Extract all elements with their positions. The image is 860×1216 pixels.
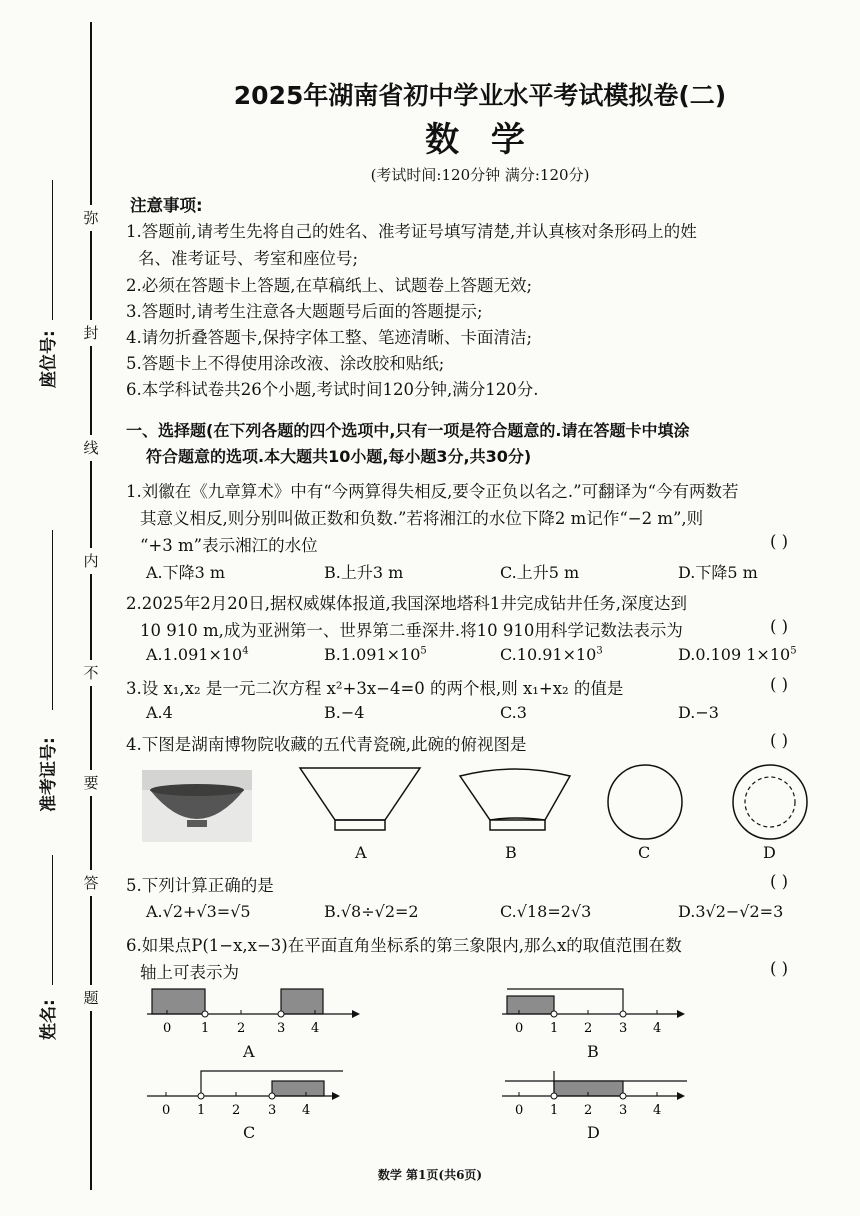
option [500,645,603,664]
name-fill-line [52,855,53,985]
tick-label: 0 [515,1103,524,1118]
tick-label: 4 [653,1021,662,1036]
question-prefix: 3.设 [126,679,164,698]
tick-label: 1 [550,1103,559,1118]
question-text: 10 910 m,成为亚洲第一、世界第二垂深井.将10 910用科学记数法表示为 [140,621,683,640]
option [324,645,427,664]
exponent: 3 [596,645,603,657]
question-body: x₁,x₂ 是一元二次方程 x²+3x−4=0 的两个根,则 x₁+x₂ 的值是 [163,679,624,698]
section-heading: 符合题意的选项.本大题共10小题,每小题3分,共30分) [146,447,532,466]
tick-label: 0 [163,1021,172,1036]
tick-label: 3 [268,1103,277,1118]
numberline-label: C [243,1123,256,1142]
option: A.4 [146,703,173,722]
option-text: B.1.091×10 [324,645,421,664]
seal-char: 答 [82,870,100,896]
note-item: 2.必须在答题卡上答题,在草稿纸上、试题卷上答题无效; [126,276,533,295]
option: C.√18=2√3 [500,902,592,921]
numberline-label: D [587,1123,600,1142]
option: B.上升3 m [324,563,404,582]
answer-paren: ( ) [770,532,789,551]
note-item: 3.答题时,请考生注意各大题题号后面的答题提示; [126,302,483,321]
option: C.3 [500,703,527,722]
tick-label: 0 [162,1103,171,1118]
seal-char: 不 [82,660,100,686]
tick-label: 3 [277,1021,286,1036]
number-line-a [142,984,362,1036]
tick-label: 1 [550,1021,559,1036]
subject-title: 数 学 [425,120,535,160]
number-line-c [142,1066,352,1118]
option: D.3√2−√2=3 [678,902,784,921]
question-text: “+3 m”表示湘江的水位 [140,536,318,555]
exam-title: 2025年湖南省初中学业水平考试模拟卷(二) [233,81,727,110]
note-item: 5.答题卡上不得使用涂改液、涂改胶和贴纸; [126,354,445,373]
question-text: 轴上可表示为 [140,963,239,982]
tick-label: 0 [515,1021,524,1036]
exam-info: (考试时间:120分钟 满分:120分) [370,166,590,184]
note-item: 6.本学科试卷共26个小题,考试时间120分钟,满分120分. [126,380,539,399]
view-option-b [455,766,575,836]
question-text: 4.下图是湖南博物院收藏的五代青瓷碗,此碗的俯视图是 [126,735,527,754]
question-text: 6.如果点P(1−x,x−3)在平面直角坐标系的第三象限内,那么x的取值范围在数 [126,936,682,955]
answer-paren: ( ) [770,675,789,694]
view-option-a [295,766,425,836]
notes-heading: 注意事项: [130,196,203,215]
page-footer: 数学 第1页(共6页) [377,1168,483,1182]
question-text: 其意义相反,则分别叫做正数和负数.”若将湘江的水位下降2 m记作“−2 m”,则 [140,509,704,528]
option: D.−3 [678,703,719,722]
section-heading: 一、选择题(在下列各题的四个选项中,只有一项是符合题意的.请在答题卡中填涂 [126,421,690,440]
answer-paren: ( ) [770,959,789,978]
tick-label: 1 [197,1103,206,1118]
exponent: 4 [242,645,249,657]
number-line-d [497,1066,697,1118]
option: B.−4 [324,703,365,722]
view-label: D [763,843,776,862]
option-text: D.0.109 1×10 [678,645,791,664]
question-text: 1.刘徽在《九章算术》中有“今两算得失相反,要令正负以名之.”可翻译为“今有两数若 [126,482,739,501]
question-text: 2.2025年2月20日,据权威媒体报道,我国深地塔科1井完成钻井任务,深度达到 [126,594,687,613]
exponent: 5 [420,645,427,657]
tick-label: 3 [619,1021,628,1036]
tick-label: 4 [653,1103,662,1118]
option [146,645,249,664]
exam-id-fill-line [52,530,53,710]
option-text: C.10.91×10 [500,645,597,664]
tick-label: 2 [584,1103,593,1118]
answer-paren: ( ) [770,872,789,891]
view-label: A [355,843,367,862]
view-label: C [638,843,651,862]
bowl-photo [142,770,252,842]
tick-label: 2 [584,1021,593,1036]
option: C.上升5 m [500,563,580,582]
name-label: 姓名: [39,999,59,1040]
option: D.下降5 m [678,563,758,582]
tick-label: 4 [302,1103,311,1118]
binding-line [90,22,92,1190]
seal-char: 题 [82,985,100,1011]
numberline-label: B [587,1042,599,1061]
tick-label: 1 [201,1021,210,1036]
note-item: 1.答题前,请考生先将自己的姓名、准考证号填写清楚,并认真核对条形码上的姓 [126,222,697,241]
seal-char: 内 [82,548,100,574]
seal-char: 封 [82,320,100,346]
question-text [126,675,623,699]
seal-char: 线 [82,435,100,461]
tick-label: 2 [237,1021,246,1036]
option-text: A.1.091×10 [146,645,243,664]
answer-paren: ( ) [770,617,789,636]
note-item: 4.请勿折叠答题卡,保持字体工整、笔迹清晰、卡面清洁; [126,328,533,347]
exponent: 5 [790,645,797,657]
tick-label: 3 [619,1103,628,1118]
seal-char: 弥 [82,205,100,231]
option: B.√8÷√2=2 [324,902,419,921]
seal-char: 要 [82,770,100,796]
tick-label: 2 [232,1103,241,1118]
tick-label: 4 [311,1021,320,1036]
option: A.√2+√3=√5 [146,902,251,921]
option [678,645,797,664]
number-line-b [497,984,697,1036]
seat-label: 座位号: [39,330,59,388]
seat-fill-line [52,180,53,320]
note-item: 名、准考证号、考室和座位号; [138,249,359,268]
exam-id-label: 准考证号: [39,737,59,812]
question-text: 5.下列计算正确的是 [126,876,274,895]
option: A.下降3 m [146,563,226,582]
view-label: B [505,843,517,862]
view-option-d [725,762,815,842]
view-option-c [600,762,690,842]
numberline-label: A [243,1042,255,1061]
answer-paren: ( ) [770,731,789,750]
